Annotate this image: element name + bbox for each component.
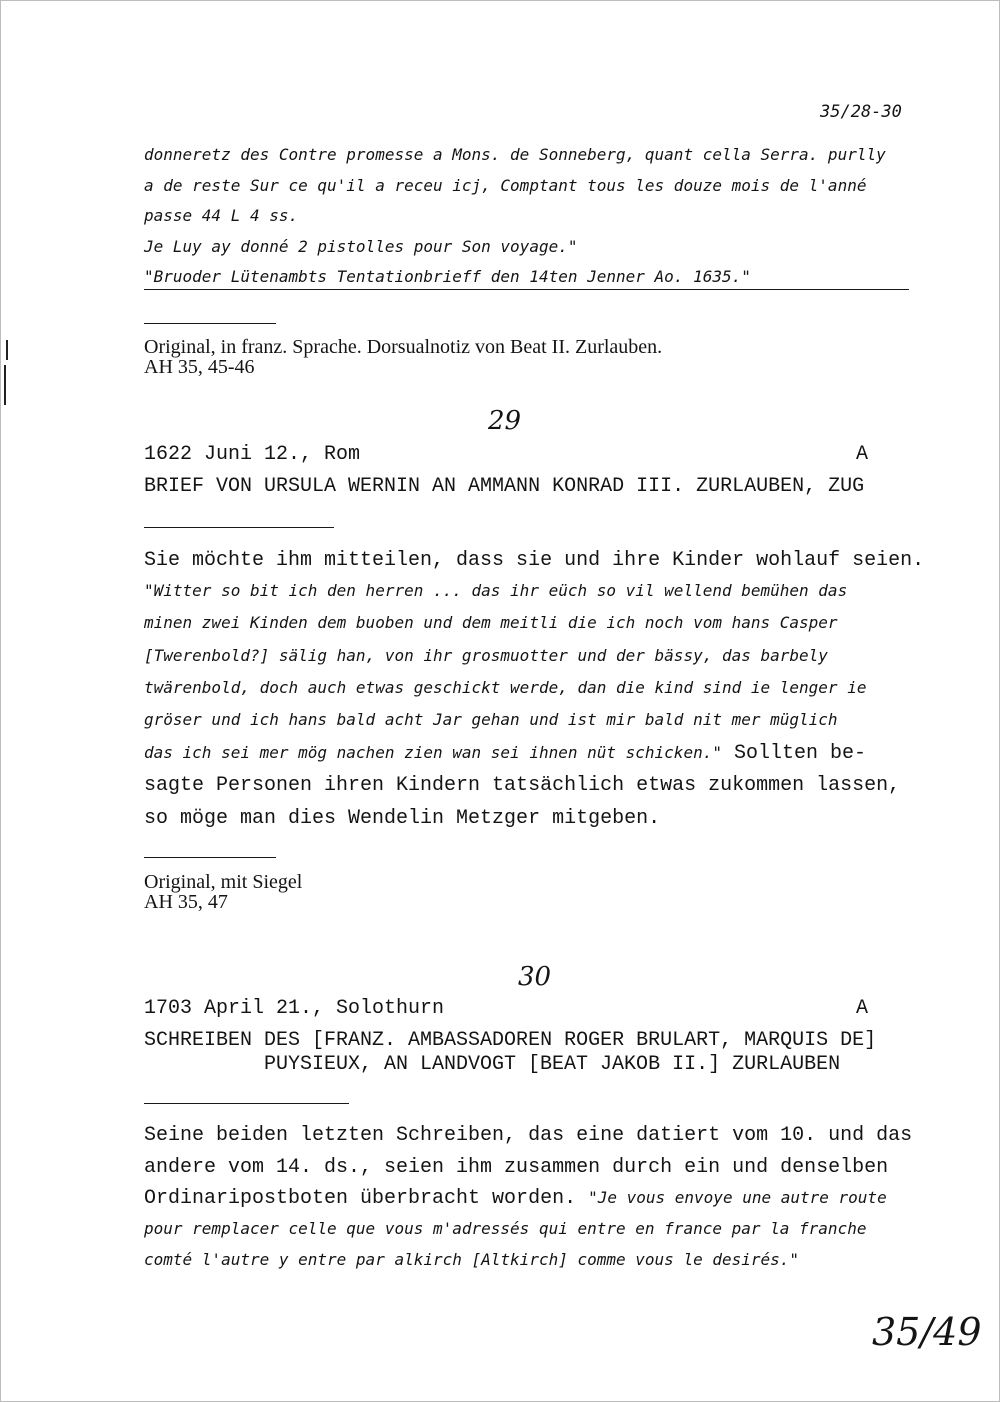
text-line bbox=[144, 145, 886, 165]
summary-text: Seine beiden letzten Schreiben, das eine datiert vom 10. und das bbox=[144, 1124, 913, 1147]
text-line bbox=[144, 678, 866, 698]
quoted-text: gröser und ich hans bald acht Jar gehan und ist mir bald nit mer müglich bbox=[144, 710, 838, 729]
separator-rule bbox=[144, 1103, 349, 1104]
source-note-line: Original, mit Siegel bbox=[144, 871, 303, 893]
summary-text: sagte Personen ihren Kindern tatsächlich etwas zukommen lassen, bbox=[144, 774, 901, 798]
text-line bbox=[144, 1219, 866, 1239]
quoted-text: das ich sei mer mög nachen zien wan sei ihnen nüt schicken." bbox=[144, 743, 722, 763]
page-reference: 35/28-30 bbox=[820, 102, 902, 122]
text-line bbox=[144, 581, 847, 601]
folio-number: 35/49 bbox=[872, 1310, 982, 1354]
separator-rule bbox=[144, 323, 276, 324]
margin-mark bbox=[6, 340, 8, 360]
text-line bbox=[144, 549, 924, 572]
text-line bbox=[144, 1124, 912, 1147]
summary-text: Ordinaripostboten überbracht worden. bbox=[144, 1187, 589, 1210]
text-line bbox=[144, 646, 828, 666]
entry-marker: A bbox=[856, 443, 869, 466]
quoted-text: passe 44 L 4 ss. bbox=[144, 206, 299, 225]
text-line bbox=[144, 1156, 888, 1179]
summary-text: Sie möchte ihm mitteilen, dass sie und ihre Kinder wohlauf seien. bbox=[144, 549, 925, 572]
margin-mark bbox=[4, 365, 6, 405]
entry-date: 1703 April 21., Solothurn bbox=[144, 997, 445, 1020]
quoted-text: "Je vous envoye une autre route bbox=[588, 1188, 887, 1207]
text-line bbox=[144, 774, 900, 797]
text-line bbox=[144, 176, 866, 196]
quoted-text: donneretz des Contre promesse a Mons. de Sonneberg, quant cella Serra. purlly bbox=[144, 145, 886, 164]
entry-title-line: PUYSIEUX, AN LANDVOGT [BEAT JAKOB II.] ZURLAUBEN bbox=[264, 1053, 841, 1076]
text-line bbox=[144, 206, 298, 226]
quoted-text: "Witter so bit ich den herren ... das ihr eüch so vil wellend bemühen das bbox=[144, 581, 848, 601]
source-note-line: AH 35, 45-46 bbox=[144, 356, 255, 378]
entry-number: 29 bbox=[488, 406, 522, 436]
entry-title-line: SCHREIBEN DES [FRANZ. AMBASSADOREN ROGER BRULART, MARQUIS DE] bbox=[144, 1029, 877, 1052]
quoted-text: twärenbold, doch auch etwas geschickt werde, dan die kind sind ie lenger ie bbox=[144, 677, 867, 697]
quoted-text: minen zwei Kinden dem buoben und dem meitli die ich noch vom hans Casper bbox=[144, 613, 838, 633]
source-note-line: AH 35, 47 bbox=[144, 891, 228, 913]
summary-text: Sollten be- bbox=[721, 742, 866, 766]
text-line bbox=[144, 710, 838, 730]
underline-rule bbox=[144, 289, 909, 290]
text-line bbox=[144, 1250, 799, 1270]
separator-rule bbox=[144, 527, 334, 528]
quoted-text: "Bruoder Lütenambts Tentationbrieff den 14ten Jenner Ao. 1635." bbox=[144, 267, 751, 286]
quoted-text: Je Luy ay donné 2 pistolles pour Son voyage." bbox=[144, 236, 578, 256]
quoted-text: comté l'autre y entre par alkirch [Altkirch] comme vous le desirés." bbox=[144, 1250, 800, 1269]
entry-date: 1622 Juni 12., Rom bbox=[144, 443, 361, 466]
separator-rule bbox=[144, 857, 276, 858]
summary-text: so möge man dies Wendelin Metzger mitgeben. bbox=[144, 806, 661, 830]
text-line bbox=[144, 807, 660, 830]
source-note-line: Original, in franz. Sprache. Dorsualnotiz von Beat II. Zurlauben. bbox=[144, 336, 663, 358]
quoted-text: a de reste Sur ce qu'il a receu icj, Comptant tous les douze mois de l'anné bbox=[144, 175, 867, 195]
text-line bbox=[144, 237, 577, 257]
text-line bbox=[144, 613, 838, 633]
quoted-text: pour remplacer celle que vous m'adressés qui entre en france par la franche bbox=[144, 1218, 867, 1238]
text-line bbox=[144, 267, 751, 287]
quoted-text: [Twerenbold?] sälig han, von ihr grosmuotter und der bässy, das barbely bbox=[144, 645, 828, 665]
entry-marker: A bbox=[856, 997, 869, 1020]
entry-title: BRIEF VON URSULA WERNIN AN AMMANN KONRAD III. ZURLAUBEN, ZUG bbox=[144, 475, 865, 498]
text-line bbox=[144, 1187, 887, 1210]
entry-number: 30 bbox=[518, 962, 552, 992]
summary-text: andere vom 14. ds., seien ihm zusammen durch ein und denselben bbox=[144, 1155, 889, 1179]
text-line bbox=[144, 742, 866, 765]
